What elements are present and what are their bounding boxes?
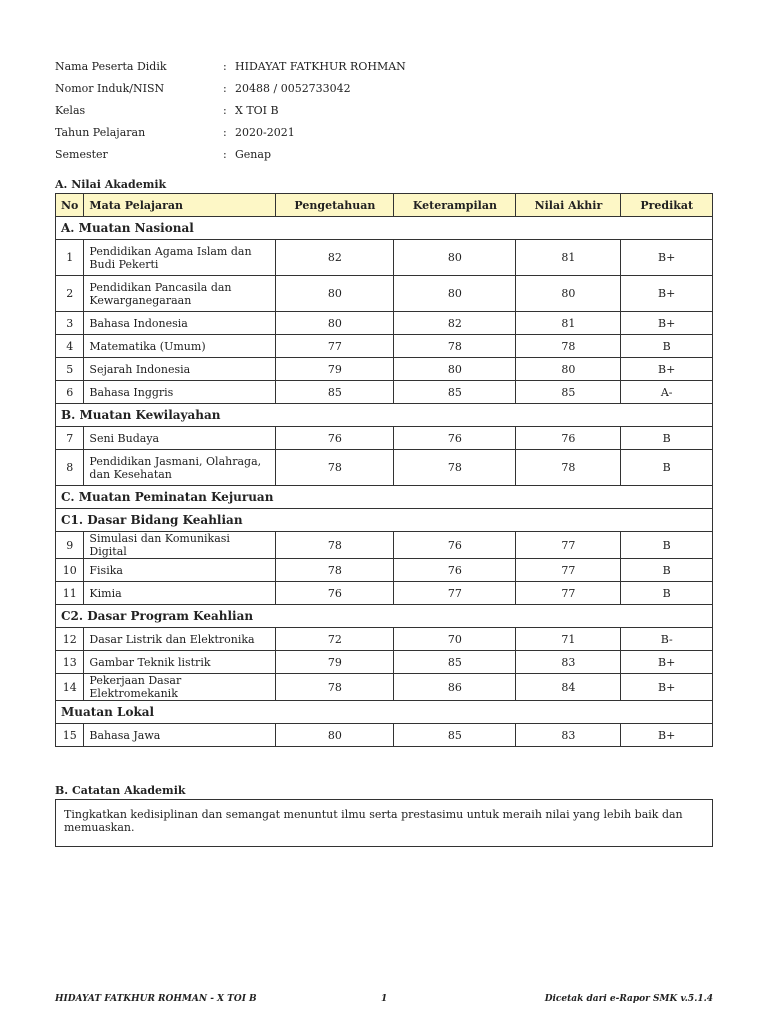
cell-predikat: B+ xyxy=(621,312,713,335)
table-row xyxy=(56,582,713,605)
identity-value: 2020-2021 xyxy=(235,125,295,139)
group-title: A. Muatan Nasional xyxy=(56,217,713,240)
cell-predikat: B+ xyxy=(621,240,713,276)
identity-row xyxy=(55,55,715,77)
cell-pengetahuan: 80 xyxy=(276,312,394,335)
cell-no: 9 xyxy=(56,532,84,559)
cell-keterampilan: 77 xyxy=(394,582,516,605)
cell-pengetahuan: 79 xyxy=(276,358,394,381)
identity-separator: : xyxy=(223,147,227,161)
identity-row xyxy=(55,121,715,143)
table-row xyxy=(56,240,713,276)
table-row xyxy=(56,724,713,747)
cell-keterampilan: 76 xyxy=(394,532,516,559)
identity-row xyxy=(55,99,715,121)
cell-nilai-akhir: 83 xyxy=(516,651,621,674)
identity-label: Nomor Induk/NISN xyxy=(55,81,165,95)
cell-mata-pelajaran: Simulasi dan Komunikasi Digital xyxy=(84,532,276,559)
cell-keterampilan: 70 xyxy=(394,628,516,651)
cell-mata-pelajaran: Pekerjaan Dasar Elektromekanik xyxy=(84,674,276,701)
cell-pengetahuan: 78 xyxy=(276,450,394,486)
header-pengetahuan: Pengetahuan xyxy=(276,194,394,217)
group-title: B. Muatan Kewilayahan xyxy=(56,404,713,427)
group-title: C1. Dasar Bidang Keahlian xyxy=(56,509,713,532)
cell-mata-pelajaran: Bahasa Indonesia xyxy=(84,312,276,335)
cell-nilai-akhir: 77 xyxy=(516,559,621,582)
cell-keterampilan: 78 xyxy=(394,335,516,358)
cell-pengetahuan: 85 xyxy=(276,381,394,404)
cell-pengetahuan: 72 xyxy=(276,628,394,651)
table-row xyxy=(56,312,713,335)
page-footer xyxy=(55,994,713,1010)
group-row xyxy=(56,701,713,724)
table-row xyxy=(56,427,713,450)
cell-mata-pelajaran: Pendidikan Pancasila dan Kewarganegaraan xyxy=(84,276,276,312)
cell-nilai-akhir: 83 xyxy=(516,724,621,747)
cell-no: 15 xyxy=(56,724,84,747)
cell-predikat: B+ xyxy=(621,674,713,701)
group-title: C2. Dasar Program Keahlian xyxy=(56,605,713,628)
cell-mata-pelajaran: Pendidikan Jasmani, Olahraga, dan Kesehatan xyxy=(84,450,276,486)
cell-nilai-akhir: 77 xyxy=(516,582,621,605)
group-row xyxy=(56,509,713,532)
nilai-akademik-title: A. Nilai Akademik xyxy=(55,178,167,191)
table-row xyxy=(56,381,713,404)
cell-mata-pelajaran: Gambar Teknik listrik xyxy=(84,651,276,674)
catatan-akademik-box xyxy=(55,799,713,847)
cell-mata-pelajaran: Pendidikan Agama Islam dan Budi Pekerti xyxy=(84,240,276,276)
identity-value: 20488 / 0052733042 xyxy=(235,81,351,95)
identity-value: X TOI B xyxy=(235,103,279,117)
cell-pengetahuan: 78 xyxy=(276,559,394,582)
group-row xyxy=(56,486,713,509)
cell-no: 12 xyxy=(56,628,84,651)
cell-keterampilan: 80 xyxy=(394,276,516,312)
cell-predikat: B+ xyxy=(621,724,713,747)
cell-nilai-akhir: 71 xyxy=(516,628,621,651)
identity-value: HIDAYAT FATKHUR ROHMAN xyxy=(235,59,406,73)
cell-no: 7 xyxy=(56,427,84,450)
cell-pengetahuan: 82 xyxy=(276,240,394,276)
cell-no: 14 xyxy=(56,674,84,701)
group-title: C. Muatan Peminatan Kejuruan xyxy=(56,486,713,509)
cell-no: 4 xyxy=(56,335,84,358)
group-row xyxy=(56,217,713,240)
identity-label: Nama Peserta Didik xyxy=(55,59,167,73)
header-predikat: Predikat xyxy=(621,194,713,217)
table-row xyxy=(56,532,713,559)
table-row xyxy=(56,628,713,651)
cell-keterampilan: 80 xyxy=(394,358,516,381)
cell-pengetahuan: 80 xyxy=(276,724,394,747)
header-no: No xyxy=(56,194,84,217)
cell-no: 6 xyxy=(56,381,84,404)
cell-mata-pelajaran: Dasar Listrik dan Elektronika xyxy=(84,628,276,651)
cell-predikat: B- xyxy=(621,628,713,651)
cell-predikat: B+ xyxy=(621,276,713,312)
cell-no: 11 xyxy=(56,582,84,605)
catatan-akademik-text: Tingkatkan kedisiplinan dan semangat menuntut ilmu serta prestasimu untuk meraih nilai yang lebih baik dan memuaskan. xyxy=(64,808,683,834)
cell-keterampilan: 86 xyxy=(394,674,516,701)
cell-nilai-akhir: 80 xyxy=(516,276,621,312)
table-row xyxy=(56,450,713,486)
cell-pengetahuan: 76 xyxy=(276,582,394,605)
cell-no: 3 xyxy=(56,312,84,335)
identity-row xyxy=(55,77,715,99)
cell-no: 10 xyxy=(56,559,84,582)
cell-no: 8 xyxy=(56,450,84,486)
cell-pengetahuan: 78 xyxy=(276,532,394,559)
cell-predikat: B xyxy=(621,532,713,559)
cell-mata-pelajaran: Bahasa Jawa xyxy=(84,724,276,747)
group-title: Muatan Lokal xyxy=(56,701,713,724)
cell-nilai-akhir: 81 xyxy=(516,312,621,335)
cell-mata-pelajaran: Seni Budaya xyxy=(84,427,276,450)
identity-separator: : xyxy=(223,125,227,139)
group-row xyxy=(56,605,713,628)
table-row xyxy=(56,335,713,358)
cell-predikat: B xyxy=(621,559,713,582)
cell-pengetahuan: 77 xyxy=(276,335,394,358)
cell-predikat: B xyxy=(621,427,713,450)
table-row xyxy=(56,276,713,312)
cell-nilai-akhir: 78 xyxy=(516,450,621,486)
cell-nilai-akhir: 76 xyxy=(516,427,621,450)
cell-nilai-akhir: 84 xyxy=(516,674,621,701)
table-row xyxy=(56,674,713,701)
cell-nilai-akhir: 81 xyxy=(516,240,621,276)
group-row xyxy=(56,404,713,427)
cell-predikat: B+ xyxy=(621,651,713,674)
cell-no: 1 xyxy=(56,240,84,276)
footer-page-number: 1 xyxy=(381,994,388,1004)
grades-table xyxy=(55,193,713,747)
cell-keterampilan: 76 xyxy=(394,427,516,450)
table-row xyxy=(56,358,713,381)
cell-keterampilan: 82 xyxy=(394,312,516,335)
cell-nilai-akhir: 80 xyxy=(516,358,621,381)
identity-separator: : xyxy=(223,81,227,95)
identity-separator: : xyxy=(223,103,227,117)
footer-printed-by: Dicetak dari e-Rapor SMK v.5.1.4 xyxy=(544,994,713,1004)
cell-mata-pelajaran: Bahasa Inggris xyxy=(84,381,276,404)
cell-nilai-akhir: 78 xyxy=(516,335,621,358)
identity-row xyxy=(55,143,715,165)
header-mata-pelajaran: Mata Pelajaran xyxy=(84,194,276,217)
table-header-row xyxy=(56,194,713,217)
identity-value: Genap xyxy=(235,147,271,161)
student-identity xyxy=(55,55,715,165)
footer-student: HIDAYAT FATKHUR ROHMAN - X TOI B xyxy=(55,994,257,1004)
cell-mata-pelajaran: Fisika xyxy=(84,559,276,582)
identity-label: Semester xyxy=(55,147,108,161)
header-nilai-akhir: Nilai Akhir xyxy=(516,194,621,217)
cell-pengetahuan: 79 xyxy=(276,651,394,674)
cell-keterampilan: 85 xyxy=(394,381,516,404)
cell-keterampilan: 85 xyxy=(394,724,516,747)
cell-no: 5 xyxy=(56,358,84,381)
cell-predikat: B+ xyxy=(621,358,713,381)
header-keterampilan: Keterampilan xyxy=(394,194,516,217)
cell-predikat: B xyxy=(621,582,713,605)
cell-mata-pelajaran: Kimia xyxy=(84,582,276,605)
table-row xyxy=(56,651,713,674)
cell-pengetahuan: 78 xyxy=(276,674,394,701)
cell-mata-pelajaran: Sejarah Indonesia xyxy=(84,358,276,381)
cell-no: 2 xyxy=(56,276,84,312)
table-row xyxy=(56,559,713,582)
cell-predikat: A- xyxy=(621,381,713,404)
catatan-akademik-title: B. Catatan Akademik xyxy=(55,784,186,797)
cell-pengetahuan: 80 xyxy=(276,276,394,312)
cell-keterampilan: 76 xyxy=(394,559,516,582)
identity-label: Kelas xyxy=(55,103,86,117)
cell-pengetahuan: 76 xyxy=(276,427,394,450)
identity-label: Tahun Pelajaran xyxy=(55,125,146,139)
cell-nilai-akhir: 85 xyxy=(516,381,621,404)
cell-keterampilan: 80 xyxy=(394,240,516,276)
cell-no: 13 xyxy=(56,651,84,674)
cell-keterampilan: 78 xyxy=(394,450,516,486)
identity-separator: : xyxy=(223,59,227,73)
cell-mata-pelajaran: Matematika (Umum) xyxy=(84,335,276,358)
cell-predikat: B xyxy=(621,335,713,358)
cell-predikat: B xyxy=(621,450,713,486)
cell-nilai-akhir: 77 xyxy=(516,532,621,559)
cell-keterampilan: 85 xyxy=(394,651,516,674)
